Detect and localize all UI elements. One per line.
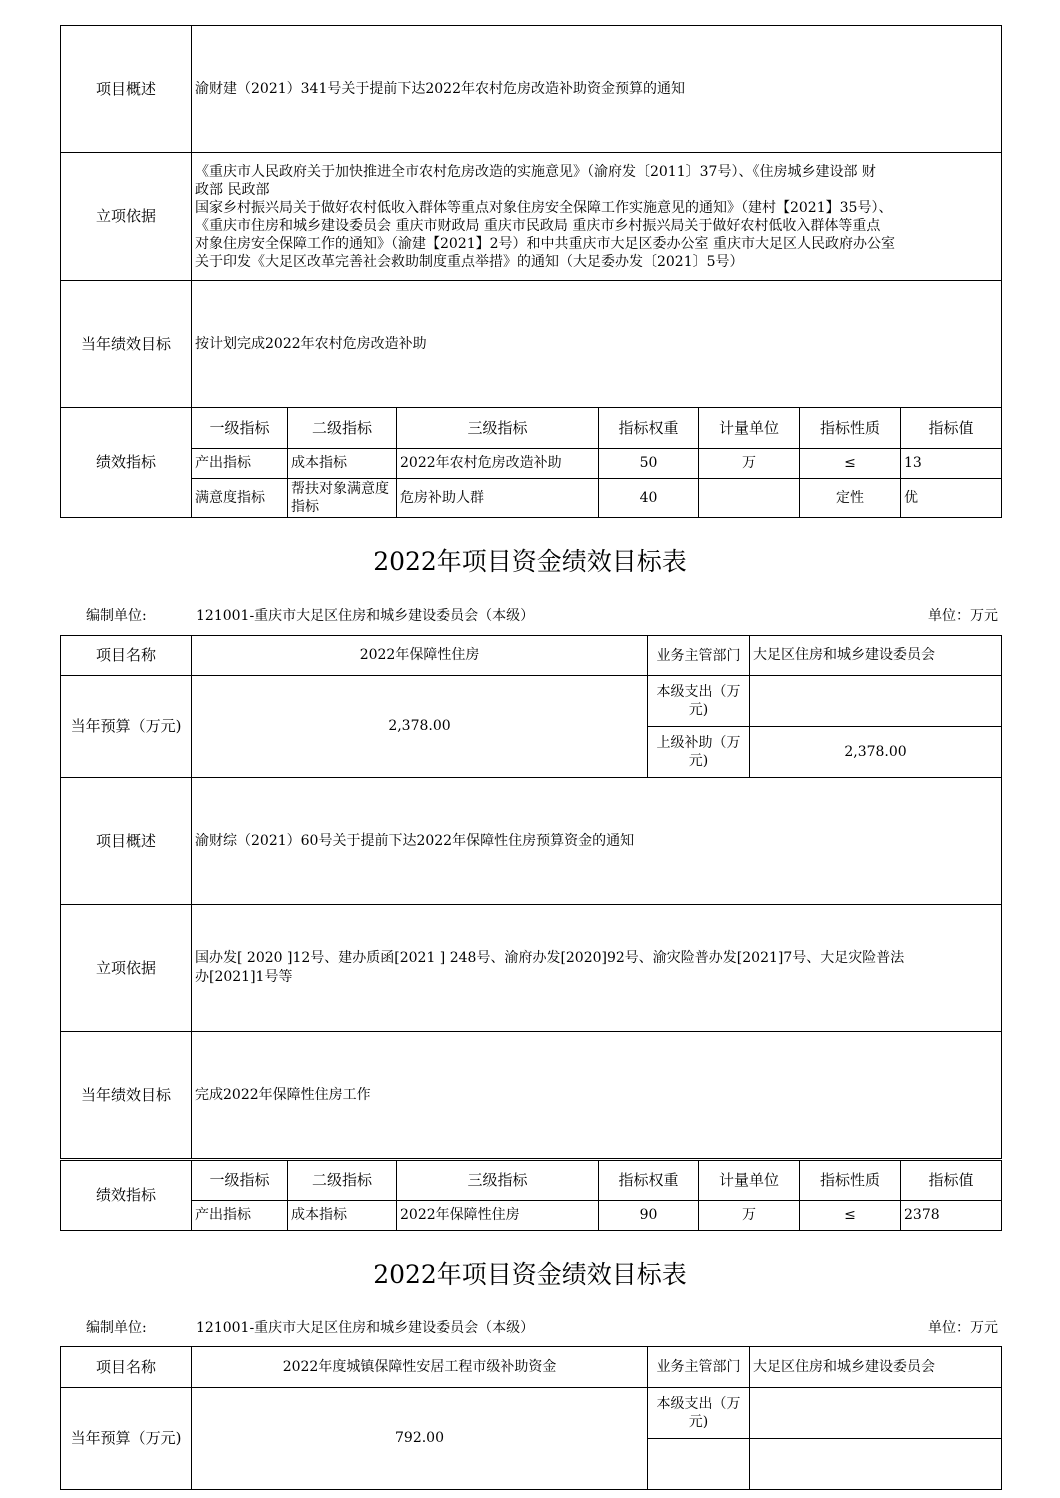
overview-text: 渝财建（2021）341号关于提前下达2022年农村危房改造补助资金预算的通知 — [192, 26, 1002, 153]
cell: 2022年农村危房改造补助 — [397, 449, 599, 479]
dept-label: 业务主管部门 — [648, 636, 750, 676]
header-cell: 指标权重 — [599, 408, 699, 449]
sup-value-placeholder — [750, 1439, 1002, 1490]
cell: 定性 — [800, 479, 901, 518]
money-unit: 单位：万元 — [928, 608, 998, 624]
basis-line: 关于印发《大足区改革完善社会救助制度重点举措》的通知（大足委办发〔2021〕5号） — [195, 253, 744, 270]
basis-text — [192, 153, 1002, 281]
dept-value: 大足区住房和城乡建设委员会 — [750, 1347, 1002, 1388]
unit-label: 编制单位: — [86, 608, 147, 624]
overview-label: 项目概述 — [61, 778, 192, 905]
perf-label: 绩效指标 — [61, 408, 192, 518]
basis-line: 对象住房安全保障工作的通知》（渝建【2021】2号）和中共重庆市大足区委办公室 重庆市大足区人民政府办公室 — [195, 235, 895, 252]
basis-label: 立项依据 — [61, 153, 192, 281]
goal-label: 当年绩效目标 — [61, 1032, 192, 1159]
header-cell: 一级指标 — [192, 1161, 288, 1201]
cell: 13 — [901, 449, 1002, 479]
basis-line: 国办发[ 2020 ]12号、建办质函[2021 ] 248号、渝府办发[2020]92号、渝灾险普办发[2021]7号、大足灾险普法 — [195, 950, 905, 966]
section1-table — [60, 25, 1002, 518]
dept-value: 大足区住房和城乡建设委员会 — [750, 636, 1002, 676]
cell: 危房补助人群 — [397, 479, 599, 518]
money-unit: 单位：万元 — [928, 1320, 998, 1336]
section2-table — [60, 635, 1002, 1159]
unit-value: 121001-重庆市大足区住房和城乡建设委员会（本级） — [196, 1320, 535, 1336]
sup-label-placeholder — [648, 1439, 750, 1490]
own-label: 本级支出（万元) — [648, 676, 750, 727]
budget-value: 792.00 — [192, 1388, 648, 1490]
table-row — [61, 479, 1002, 518]
cell: 万 — [699, 1201, 800, 1231]
cell: 50 — [599, 449, 699, 479]
basis-text — [192, 905, 1002, 1032]
header-cell: 计量单位 — [699, 408, 800, 449]
cell: 成本指标 — [288, 1201, 397, 1231]
section3-table — [60, 1346, 1002, 1490]
own-value — [750, 1388, 1002, 1439]
header-cell: 二级指标 — [288, 1161, 397, 1201]
header-cell: 二级指标 — [288, 408, 397, 449]
basis-label: 立项依据 — [61, 905, 192, 1032]
cell: 满意度指标 — [192, 479, 288, 518]
overview-label: 项目概述 — [61, 26, 192, 153]
cell: 产出指标 — [192, 449, 288, 479]
project-name: 2022年保障性住房 — [192, 636, 648, 676]
header-cell: 指标权重 — [599, 1161, 699, 1201]
overview-text: 渝财综（2021）60号关于提前下达2022年保障性住房预算资金的通知 — [192, 778, 1002, 905]
section3-clip — [0, 1346, 1060, 1498]
unit-label: 编制单位: — [86, 1320, 147, 1336]
table-row — [61, 1201, 1002, 1231]
budget-value: 2,378.00 — [192, 676, 648, 778]
cell: 产出指标 — [192, 1201, 288, 1231]
header-cell: 指标性质 — [800, 1161, 901, 1201]
name-label: 项目名称 — [61, 1347, 192, 1388]
name-label: 项目名称 — [61, 636, 192, 676]
sup-label: 上级补助（万元) — [648, 727, 750, 778]
basis-line: 《重庆市人民政府关于加快推进全市农村危房改造的实施意见》（渝府发〔2011〕37号）、《住房城乡建设部 财 — [195, 163, 876, 180]
cell: ≤ — [800, 449, 901, 479]
basis-line: 《重庆市住房和城乡建设委员会 重庆市财政局 重庆市民政局 重庆市乡村振兴局关于做好农村低收入群体等重点 — [195, 217, 881, 234]
unit-value: 121001-重庆市大足区住房和城乡建设委员会（本级） — [196, 608, 535, 624]
header-cell: 三级指标 — [397, 408, 599, 449]
project-name: 2022年度城镇保障性安居工程市级补助资金 — [192, 1347, 648, 1388]
cell: 万 — [699, 449, 800, 479]
basis-line: 政部 民政部 — [195, 181, 270, 198]
own-label: 本级支出（万元) — [648, 1388, 750, 1439]
page-title: 2022年项目资金绩效目标表 — [373, 547, 687, 576]
cell: 成本指标 — [288, 449, 397, 479]
cell: 90 — [599, 1201, 699, 1231]
cell: 40 — [599, 479, 699, 518]
perf-label: 绩效指标 — [61, 1161, 192, 1231]
header-cell: 指标性质 — [800, 408, 901, 449]
header-cell: 指标值 — [901, 408, 1002, 449]
cell: 优 — [901, 479, 1002, 518]
cell: ≤ — [800, 1201, 901, 1231]
header-cell: 计量单位 — [699, 1161, 800, 1201]
basis-line: 办[2021]1号等 — [195, 969, 293, 985]
header-cell: 指标值 — [901, 1161, 1002, 1201]
header-cell: 一级指标 — [192, 408, 288, 449]
sup-value: 2,378.00 — [750, 727, 1002, 778]
budget-label: 当年预算（万元) — [61, 676, 192, 778]
page-title: 2022年项目资金绩效目标表 — [373, 1260, 687, 1289]
cell: 2022年保障性住房 — [397, 1201, 599, 1231]
basis-line: 国家乡村振兴局关于做好农村低收入群体等重点对象住房安全保障工作实施意见的通知》（建村【2021】35号）、 — [195, 199, 893, 216]
cell — [699, 479, 800, 518]
cell: 2378 — [901, 1201, 1002, 1231]
section2-perf-table — [60, 1160, 1002, 1231]
goal-label: 当年绩效目标 — [61, 281, 192, 408]
budget-label: 当年预算（万元) — [61, 1388, 192, 1490]
goal-text: 完成2022年保障性住房工作 — [192, 1032, 1002, 1159]
dept-label: 业务主管部门 — [648, 1347, 750, 1388]
goal-text: 按计划完成2022年农村危房改造补助 — [192, 281, 1002, 408]
own-value — [750, 676, 1002, 727]
table-row — [61, 449, 1002, 479]
cell: 帮扶对象满意度指标 — [288, 479, 397, 518]
header-cell: 三级指标 — [397, 1161, 599, 1201]
